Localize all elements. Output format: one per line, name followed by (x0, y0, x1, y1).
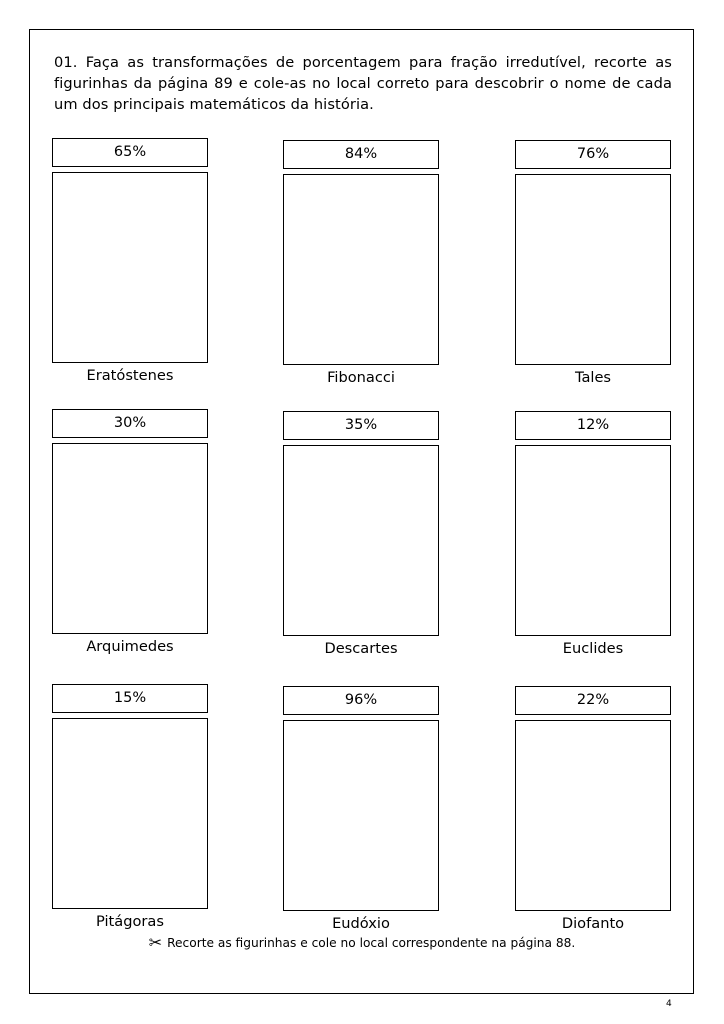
sticker-paste-area[interactable] (515, 174, 671, 365)
footer-text: Recorte as figurinhas e cole no local correspondente na página 88. (167, 936, 576, 950)
percent-label: 30% (52, 409, 208, 438)
sticker-paste-area[interactable] (52, 443, 208, 634)
percent-label: 15% (52, 684, 208, 713)
exercise-instructions: 01. Faça as transformações de porcentagem para fração irredutível, recorte as figurinhas da página 89 e cole-as no local correto para descobrir o nome de cada um dos principais matemáticos da história. (54, 54, 672, 113)
mathematician-name: Eratóstenes (86, 367, 174, 384)
mathematician-name: Descartes (324, 640, 398, 657)
sticker-paste-area[interactable] (283, 174, 439, 365)
mathematician-name: Fibonacci (327, 369, 395, 386)
mathematician-name: Pitágoras (96, 913, 164, 930)
mathematician-name: Eudóxio (332, 915, 390, 932)
percent-label: 84% (283, 140, 439, 169)
sticker-paste-area[interactable] (52, 718, 208, 909)
percent-label: 65% (52, 138, 208, 167)
percent-label: 35% (283, 411, 439, 440)
mathematician-name: Arquimedes (86, 638, 174, 655)
percent-label: 96% (283, 686, 439, 715)
percent-label: 76% (515, 140, 671, 169)
percent-label: 12% (515, 411, 671, 440)
percent-label: 22% (515, 686, 671, 715)
page-number: 4 (666, 999, 672, 1009)
mathematician-name: Euclides (562, 640, 624, 657)
sticker-paste-area[interactable] (515, 720, 671, 911)
mathematician-name: Diofanto (561, 915, 625, 932)
sticker-paste-area[interactable] (52, 172, 208, 363)
scissors-icon: ✂ (148, 933, 163, 952)
sticker-paste-area[interactable] (283, 445, 439, 636)
footer-instruction (0, 935, 724, 951)
sticker-paste-area[interactable] (283, 720, 439, 911)
sticker-paste-area[interactable] (515, 445, 671, 636)
mathematician-name: Tales (574, 369, 612, 386)
